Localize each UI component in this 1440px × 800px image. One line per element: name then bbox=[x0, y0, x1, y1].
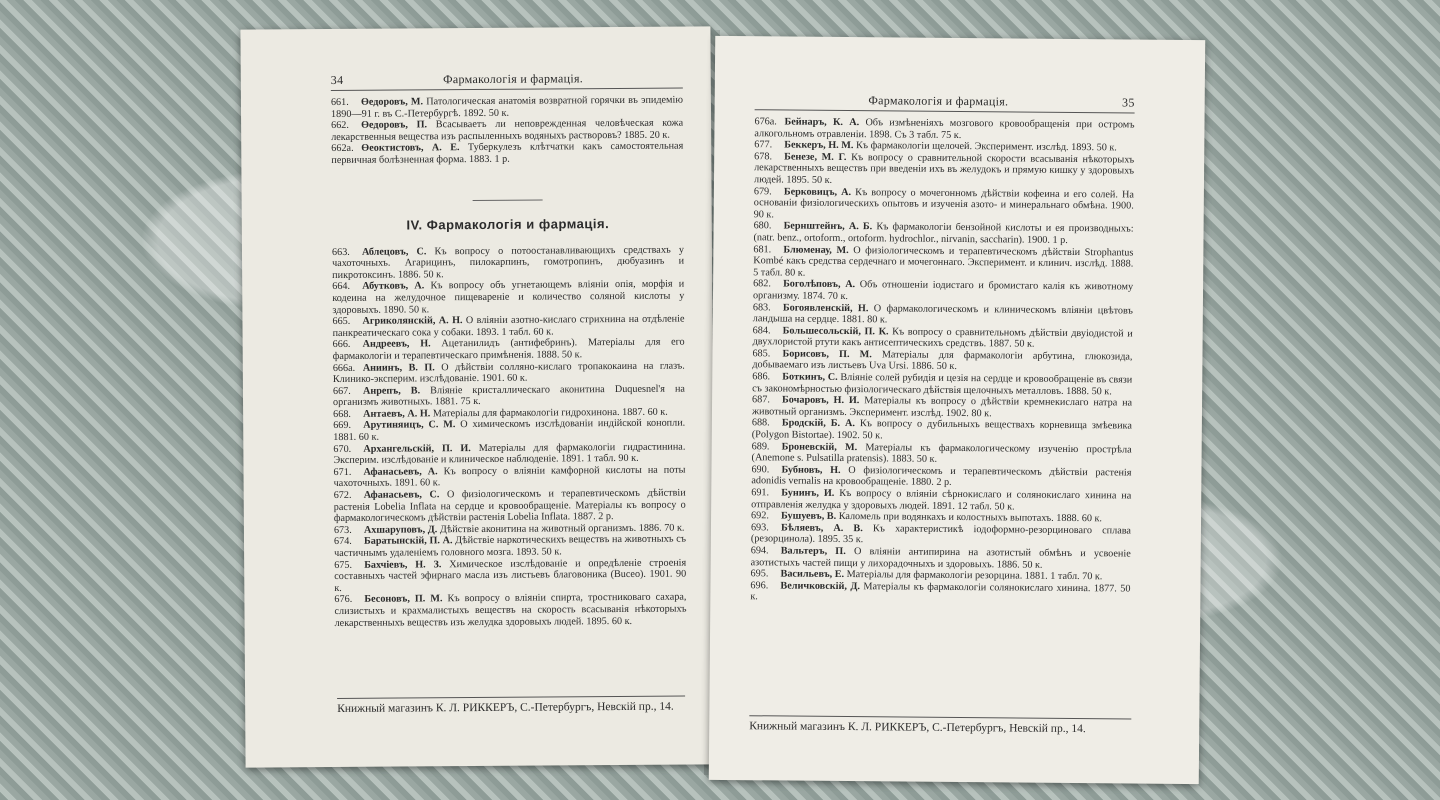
entry-number: 688. bbox=[751, 417, 770, 429]
entry-number: 689. bbox=[751, 440, 770, 452]
entry-text: Къ фармакологіи бензойной кислоты и ея производныхъ: (natr. benz., ortoform., ortoform. hydrochlor., nirvanin, saccharin). 1900. 1 р. bbox=[753, 221, 1134, 246]
page-number: 34 bbox=[330, 72, 344, 88]
entry-text: Вліяніе солей рубидія и цезія на сердце и кровообращеніе въ связи съ закономѣрностью физіологическаго дѣйствія щелочныхъ металловъ. 1888. 50 к. bbox=[752, 372, 1133, 398]
entry-author: Өеоктистовъ, А. Е. bbox=[361, 142, 460, 155]
entry-number: 664. bbox=[332, 281, 351, 293]
entry-number: 679. bbox=[753, 185, 772, 197]
entry-author: Баратынскій, П. А. bbox=[363, 535, 453, 548]
entry-text: Къ вопросу объ угнетающемъ вліяніи опія, морфія и кодеина на желудочное пищевареніе и количество соляной кислоты у здоровыхъ. 1890. 50 к. bbox=[332, 278, 685, 316]
publisher-footer: Книжный магазинъ К. Л. РИККЕРЪ, С.-Петербургъ, Невскій пр., 14. bbox=[337, 696, 685, 715]
entry-number: 678. bbox=[754, 151, 773, 163]
bibliography-entry bbox=[751, 522, 1131, 549]
entry-number: 693. bbox=[750, 521, 769, 534]
entry-text: Матеріалы для фармакологіи арбутина, глюкозида, добываемаго изъ листьевъ Uva Ursi. 1886. 50 к. bbox=[752, 349, 1133, 373]
entry-number: 667. bbox=[332, 385, 351, 397]
entry-text: Къ вопросу о сравнительной скорости всасыванія нѣкоторыхъ лекарственныхъ веществъ при введеніи ихъ въ желудокъ и прямую кишку у здоровыхъ людей. 1895. 50 к. bbox=[753, 151, 1135, 186]
entry-author: Өедоровъ, М. bbox=[360, 96, 424, 108]
entry-text: Объ измѣненіяхъ мозгового кровообращенія при остромъ алкогольномъ отравленіи. 1898. Съ 3 табл. 75 к. bbox=[754, 117, 1135, 141]
entry-author: Броневскій, М. bbox=[781, 441, 858, 453]
entry-author: Васильевъ, Е. bbox=[780, 568, 845, 581]
entry-text: Матеріалы къ фармакологіи солянокислаго хинина. 1877. 50 к. bbox=[750, 580, 1131, 603]
entry-author: Андреевъ, Н. bbox=[362, 338, 431, 351]
entry-text: Патологическая анатомія возвратной горячки въ эпидемію 1890—91 г. въ С.-Петербургѣ. 1892. 50 к. bbox=[330, 94, 683, 120]
entry-author: Ахшаруповъ, Д. bbox=[363, 524, 438, 536]
entry-author: Бушуевъ, В. bbox=[781, 510, 837, 523]
bibliography-entry bbox=[751, 487, 1131, 514]
entry-author: Бродскій, Б. А. bbox=[781, 417, 855, 430]
entry-author: Бахчіевъ, Н. З. bbox=[364, 558, 442, 571]
entry-number: 675. bbox=[334, 559, 353, 571]
entry-number: 694. bbox=[750, 545, 769, 557]
entry-number: 685. bbox=[752, 348, 771, 360]
bibliography-entry bbox=[753, 244, 1133, 282]
entry-text: О физіологическомъ и терапевтическомъ дѣйствіи растенія adonidis vernalis на кровообращеніе. 1880. 2 р. bbox=[751, 464, 1132, 489]
entry-number: 674. bbox=[333, 536, 352, 548]
entry-number: 663. bbox=[331, 246, 350, 258]
entry-text: Туберкулезъ клѣтчатки какъ самостоятельная первичная болѣзненная форма. 1883. 1 р. bbox=[331, 140, 684, 166]
entry-text: Къ вопросу о мочегонномъ дѣйствіи кофеина и его солей. На основаніи физіологическихъ опытовъ и изученія азото- и минеральнаго обмѣна. 1900. 90 к. bbox=[753, 186, 1134, 221]
entry-author: Аниинъ, В. П. bbox=[362, 361, 435, 374]
entry-number: 669. bbox=[333, 420, 352, 432]
bibliography-entry bbox=[333, 383, 685, 409]
bibliography-entry bbox=[750, 580, 1130, 607]
bibliography-entry bbox=[331, 141, 683, 167]
entry-number: 661. bbox=[330, 96, 349, 109]
bibliography-entry bbox=[753, 302, 1133, 329]
bibliography-entry bbox=[333, 337, 685, 363]
entry-author: Анрепъ, В. bbox=[362, 385, 421, 397]
entry-author: Бенезе, М. Г. bbox=[784, 151, 847, 163]
bibliography-entry bbox=[332, 244, 684, 281]
entry-number: 677. bbox=[754, 139, 773, 151]
bibliography-entry bbox=[754, 186, 1134, 224]
entry-text: О фармакологическомъ и клиническомъ вліяніи цвѣтовъ ландыша на сердце. 1881. 80 к. bbox=[752, 302, 1133, 326]
entry-text: Вліяніе кристаллическаго аконитина Duquesnel'я на организмъ животныхъ. 1881. 75 к. bbox=[332, 383, 685, 409]
entry-author: Антаевъ, А. Н. bbox=[363, 408, 431, 420]
entry-number: 681. bbox=[753, 243, 772, 255]
entry-author: Боткинъ, С. bbox=[782, 371, 838, 384]
entry-text: О вліяніи азотно-кислаго стрихнина на отдѣленіе панкреатическаго сока у собаки. 1893. 1 табл. 60 к. bbox=[332, 313, 685, 339]
entry-author: Вальтеръ, П. bbox=[780, 545, 846, 558]
entry-list bbox=[750, 116, 1134, 606]
bibliography-entry bbox=[334, 534, 686, 560]
entry-text: Къ вопросу о сравнительномъ дѣйствіи двуіодистой и двухлористой ртути какъ антисептическихъ средствъ. 1887. 50 к. bbox=[752, 326, 1133, 350]
page-number: 35 bbox=[1122, 95, 1135, 110]
entry-text: Матеріалы къ вопросу о дѣйствіи кремнекислаго натра на животный организмъ. Эксперимент. изслѣд. 1902. 80 к. bbox=[751, 395, 1133, 420]
entry-number: 671. bbox=[333, 466, 352, 478]
entry-text: Къ фармакологіи щелочей. Эксперимент. изслѣд. 1893. 50 к. bbox=[855, 140, 1117, 154]
entry-author: Большесольскій, П. К. bbox=[782, 325, 889, 338]
running-header bbox=[331, 71, 683, 91]
bibliography-entry bbox=[753, 221, 1133, 248]
entry-text: Всасываетъ ли неповрежденная человѣческая кожа лекарственныя вещества изъ распыленныхъ водяныхъ растворовъ? 1885. 20 к. bbox=[331, 117, 684, 143]
bibliography-entry bbox=[333, 360, 685, 386]
entry-author: Өедоровъ, П. bbox=[361, 119, 428, 131]
entry-author: Бубновъ, Н. bbox=[781, 464, 841, 476]
entry-number: 680. bbox=[753, 220, 772, 232]
entry-author: Афанасьевъ, С. bbox=[363, 489, 440, 501]
entry-author: Бернштейнъ, А. Б. bbox=[783, 220, 873, 233]
section-title: IV. Фармакологія и фармація. bbox=[406, 215, 610, 233]
bibliography-entry bbox=[334, 557, 686, 594]
entry-author: Бейнаръ, К. А. bbox=[784, 116, 860, 129]
entry-text: Къ вопросу о вліяніи камфорной кислоты на поты чахоточныхъ. 1891. 60 к. bbox=[333, 464, 686, 490]
entry-author: Архангельскій, П. И. bbox=[363, 442, 471, 455]
bibliography-entry bbox=[333, 441, 685, 467]
entry-number: 673. bbox=[333, 524, 352, 536]
entry-number: 691. bbox=[751, 487, 770, 499]
entry-number: 676а. bbox=[754, 116, 777, 128]
entry-number: 684. bbox=[752, 324, 771, 337]
entry-author: Агриколянскій, А. Н. bbox=[362, 315, 463, 327]
entry-text: О вліяніи антипирина на азотистый обмѣнъ и усвоеніе азотистыхъ частей пищи у лихорадочныхъ и здоровыхъ. 1886. 50 к. bbox=[750, 546, 1131, 571]
entry-number: 686. bbox=[752, 371, 771, 383]
bibliography-entry bbox=[754, 151, 1134, 189]
right-page bbox=[709, 36, 1205, 784]
bibliography-entry bbox=[332, 279, 684, 316]
entry-author: Берковицъ, А. bbox=[783, 186, 852, 198]
entry-text: Ацетанилидъ (антифебринъ). Матеріалы для его фармакологіи и терапевтическаго примѣненія. 1888. 50 к. bbox=[332, 336, 685, 362]
entry-number: 690. bbox=[751, 464, 770, 476]
entry-text: Объ отношеніи іодистаго и бромистаго калія къ животному организму. 1874. 70 к. bbox=[752, 279, 1134, 302]
entry-number: 665. bbox=[332, 316, 351, 328]
section-divider bbox=[473, 199, 543, 200]
entry-author: Бунинъ, И. bbox=[781, 487, 835, 499]
bibliography-entry bbox=[752, 371, 1132, 398]
bibliography-entry bbox=[331, 118, 683, 144]
entry-number: 666. bbox=[332, 339, 351, 351]
left-page bbox=[240, 26, 715, 767]
bibliography-entry bbox=[753, 279, 1133, 306]
entry-number: 695. bbox=[750, 568, 769, 580]
entry-text: Къ характеристикѣ іодоформно-резорциноваго сплава (резорцинола). 1895. 35 к. bbox=[750, 523, 1132, 546]
entry-text: Дѣйствіе наркотическихъ веществъ на животныхъ съ частичнымъ удаленіемъ головного мозга. 1893. 50 к. bbox=[334, 533, 687, 560]
entry-author: Богоявленскій, Н. bbox=[782, 301, 869, 314]
entry-author: Бѣляевъ, А. В. bbox=[780, 522, 863, 534]
entry-text: Матеріалы для фармакологіи резорцина. 1881. 1 табл. 70 к. bbox=[846, 569, 1103, 583]
entry-author: Бочаровъ, Н. И. bbox=[782, 394, 860, 407]
bibliography-entry bbox=[752, 418, 1132, 445]
entry-text: Матеріалы къ фармакологическому изученію прострѣла (Anemone s. Pulsatilla pratensis). 1883. 50 к. bbox=[751, 441, 1132, 466]
entry-number: 683. bbox=[752, 301, 771, 313]
bibliography-entry bbox=[752, 348, 1132, 375]
running-header bbox=[755, 92, 1135, 113]
entry-number: 696. bbox=[750, 579, 769, 592]
running-title: Фармакологія и фармація. bbox=[868, 93, 1009, 109]
entry-author: Бесоновъ, П. М. bbox=[364, 593, 443, 606]
bibliography-entry bbox=[334, 488, 686, 525]
bibliography-entry bbox=[331, 95, 683, 121]
entry-number: 670. bbox=[333, 443, 352, 455]
entry-author: Блюменау, М. bbox=[783, 244, 849, 256]
entry-text: Къ вопросу о вліяніи спирта, тростниковаго сахара, слизистыхъ и крахмалистыхъ веществъ на скорость всасыванія нѣкоторыхъ лекарственныхъ веществъ изъ желудка здоровыхъ людей. 1895. 60 к. bbox=[334, 591, 687, 629]
bibliography-entry bbox=[751, 545, 1131, 572]
entry-text: Къ вопросу о потоостанавливающихъ средствахъ у чахоточныхъ. Агарицинъ, пилокарпинъ, гомотропинъ, дюбуазинъ и пикротоксинъ. 1886. 50 к. bbox=[332, 244, 685, 281]
bibliography-entry bbox=[751, 464, 1131, 491]
bibliography-entry bbox=[332, 314, 684, 340]
entry-text: О химическомъ изслѣдованіи индійской конопли. 1881. 60 к. bbox=[333, 418, 686, 444]
entry-number: 666а. bbox=[332, 362, 356, 374]
entry-list bbox=[332, 244, 687, 629]
entry-number: 662а. bbox=[331, 143, 354, 155]
entry-number: 682. bbox=[753, 278, 771, 290]
entry-author: Абутковъ, А. bbox=[362, 280, 425, 293]
entry-number: 662. bbox=[331, 120, 349, 132]
bibliography-entry bbox=[752, 394, 1132, 421]
entry-author: Афанасьевъ, А. bbox=[363, 466, 438, 478]
entry-author: Величковскій, Д. bbox=[780, 580, 861, 592]
bibliography-entry bbox=[752, 441, 1132, 468]
entry-text: Каломель при водянкахъ и колостныхъ выпотахъ. 1888. 60 к. bbox=[838, 511, 1103, 525]
entry-text: О физіологическомъ и терапевтическомъ дѣйствіи растенія Lobelia Inflata на сердце и кровообращеніе. Матеріалы къ вопросу о фармакологическомъ дѣйствіи растенія Lobelia Inflata. 1887. 2 р. bbox=[333, 487, 686, 525]
entry-number: 676. bbox=[334, 594, 353, 606]
entry-number: 687. bbox=[752, 394, 770, 406]
entry-text: О физіологическомъ и терапевтическомъ дѣйствіи Strophantus Kombé какъ средства сердечнаго и мочегоннаго. Эксперимент. и клинич. изслѣд. 1888. 5 табл. 80 к. bbox=[753, 244, 1134, 279]
entry-author: Беккеръ, Н. М. bbox=[784, 139, 854, 152]
bibliography-entry bbox=[753, 325, 1133, 352]
entry-number: 668. bbox=[333, 408, 351, 420]
entry-number: 692. bbox=[751, 510, 769, 522]
entry-text: О дѣйствіи солляно-кислаго тропакокаина на глазъ. Клинико-эксперим. изслѣдованіе. 1901. 60 к. bbox=[332, 360, 685, 386]
publisher-footer: Книжный магазинъ К. Л. РИККЕРЪ, С.-Петербургъ, Невскій пр., 14. bbox=[749, 715, 1131, 735]
entry-text: Дѣйствіе аконитина на животный организмъ. 1886. 70 к. bbox=[439, 522, 685, 536]
entry-author: Арутиняицъ, С. М. bbox=[363, 419, 456, 432]
entry-author: Борисовъ, П. М. bbox=[782, 348, 872, 361]
bibliography-entry bbox=[754, 116, 1134, 143]
entry-text: Матеріалы для фармакологіи гидрохинона. 1887. 60 к. bbox=[432, 406, 668, 420]
running-title: Фармакологія и фармація. bbox=[443, 71, 584, 87]
entry-text: Къ вопросу о вліяніи сѣрнокислаго и солянокислаго хинина на отправленія желудка у здоровыхъ людей. 1891. 12 табл. 50 к. bbox=[751, 487, 1132, 513]
bibliography-entry bbox=[333, 464, 685, 490]
entry-number: 672. bbox=[333, 489, 352, 502]
bibliography-entry bbox=[333, 418, 685, 444]
entry-list-top bbox=[331, 95, 683, 167]
entry-author: Боголѣповъ, А. bbox=[783, 278, 856, 291]
bibliography-entry bbox=[334, 592, 686, 629]
entry-text: Химическое изслѣдованіе и опредѣленіе строенія составныхъ частей эфирнаго масла изъ листьевъ благовоника (Buceo). 1901. 90 к. bbox=[334, 557, 687, 594]
entry-text: Матеріалы для фармакологіи гидрастинина. Эксперим. изслѣдованіе и клиническое наблюденіе. 1891. 1 табл. 90 к. bbox=[333, 441, 686, 467]
entry-author: Аблецовъ, С. bbox=[361, 245, 427, 258]
entry-text: Къ вопросу о дубильныхъ веществахъ корневища змѣевика (Polygon Bistortae). 1902. 50 к. bbox=[751, 418, 1132, 442]
